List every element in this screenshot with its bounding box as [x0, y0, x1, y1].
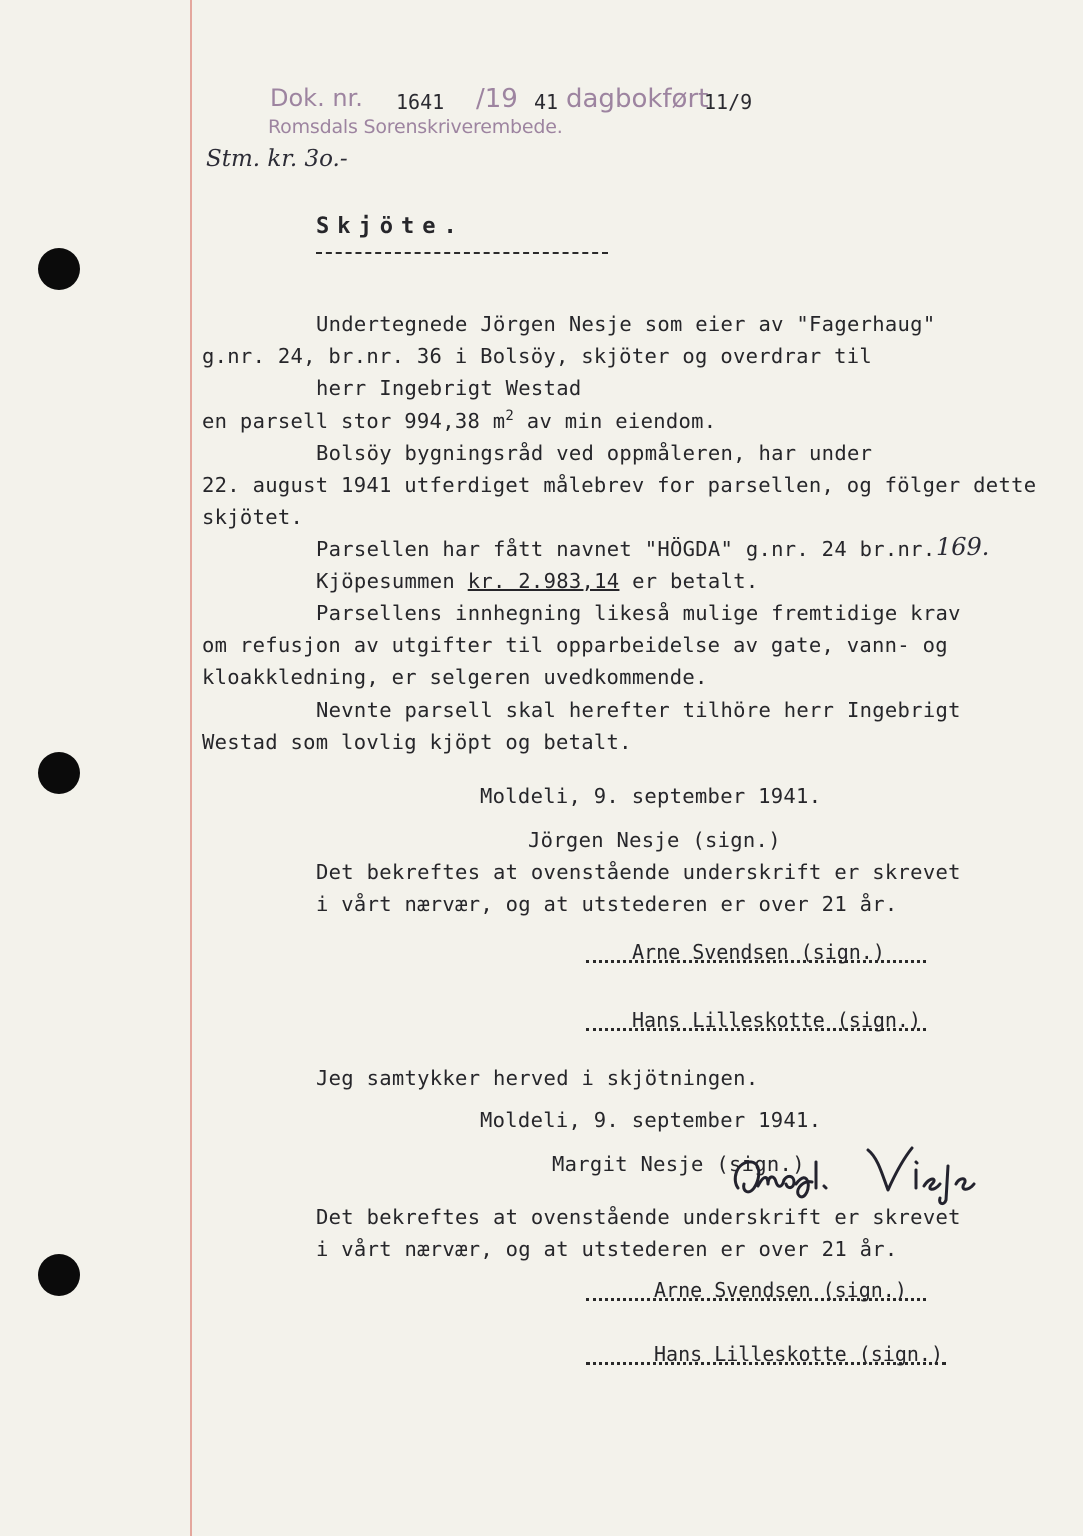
signer-name: Margit Nesje (sign.) — [552, 1152, 805, 1176]
margin-rule — [190, 0, 192, 1536]
text-fragment: av min eiendom. — [514, 408, 717, 433]
punch-hole — [38, 248, 80, 290]
text-fragment: er betalt. — [619, 569, 759, 593]
text-line: kloakkledning, er selgeren uvedkommende. — [202, 665, 708, 689]
punch-hole — [38, 752, 80, 794]
consent-line: Jeg samtykker herved i skjötningen. — [316, 1066, 759, 1090]
handwritten-fee: Stm. kr. 3o.- — [206, 146, 348, 172]
text-line: 22. august 1941 utferdiget målebrev for parsellen, og fölger dette — [202, 473, 1037, 497]
title-underline — [316, 252, 608, 254]
witness-name: Arne Svendsen (sign.) — [632, 940, 885, 964]
place-date: Moldeli, 9. september 1941. — [480, 784, 822, 808]
attest-line: Det bekreftes at ovenstående underskrift er skrevet — [316, 860, 961, 884]
text-line: Parsellens innhegning likeså mulige fremtidige krav — [316, 601, 961, 625]
stamp-dagbokfort-label: dagbokført — [566, 84, 709, 114]
stamp-year-prefix: /19 — [476, 84, 518, 114]
stamp-dagbokfort-date: 11/9 — [704, 90, 753, 114]
witness-name: Hans Lilleskotte (sign.) — [632, 1008, 921, 1032]
text-line: Westad som lovlig kjöpt og betalt. — [202, 730, 632, 754]
text-line: herr Ingebrigt Westad — [316, 376, 582, 400]
attest-line: Det bekreftes at ovenstående underskrift er skrevet — [316, 1205, 961, 1229]
handwritten-br-number: 169. — [936, 533, 990, 561]
place-date: Moldeli, 9. september 1941. — [480, 1108, 822, 1132]
text-line — [202, 408, 716, 433]
superscript: 2 — [505, 408, 515, 424]
attest-line: i vårt nærvær, og at utstederen er over 21 år. — [316, 892, 898, 916]
witness-name: Arne Svendsen (sign.) — [654, 1278, 907, 1302]
stamp-year-suffix: 41 — [534, 90, 559, 114]
stamp-dok-label: Dok. nr. — [270, 84, 363, 112]
stamp-dok-number: 1641 — [396, 90, 445, 114]
text-line: Parsellen har fått navnet "HÖGDA" g.nr. 24 br.nr. — [316, 537, 936, 561]
text-line: om refusjon av utgifter til opparbeidelse av gate, vann- og — [202, 633, 948, 657]
text-fragment: Kjöpesummen — [316, 569, 468, 593]
purchase-amount: kr. 2.983,14 — [467, 569, 620, 593]
attest-line: i vårt nærvær, og at utstederen er over 21 år. — [316, 1237, 898, 1261]
text-line: Undertegnede Jörgen Nesje som eier av "Fagerhaug" — [316, 312, 936, 336]
handwritten-signature — [728, 1140, 978, 1210]
witness-name: Hans Lilleskotte (sign.) — [654, 1342, 943, 1366]
stamp-office: Romsdals Sorenskriverembede. — [268, 116, 563, 138]
text-line: Nevnte parsell skal herefter tilhöre herr Ingebrigt — [316, 698, 961, 722]
text-line: Bolsöy bygningsråd ved oppmåleren, har under — [316, 441, 873, 465]
document-title: Skjöte. — [316, 214, 465, 239]
signer-name: Jörgen Nesje (sign.) — [528, 828, 781, 852]
text-line: g.nr. 24, br.nr. 36 i Bolsöy, skjöter og overdrar til — [202, 344, 873, 368]
text-fragment: en parsell stor 994,38 m — [202, 408, 506, 433]
text-line — [316, 569, 759, 593]
text-line: skjötet. — [202, 505, 304, 529]
punch-hole — [38, 1254, 80, 1296]
